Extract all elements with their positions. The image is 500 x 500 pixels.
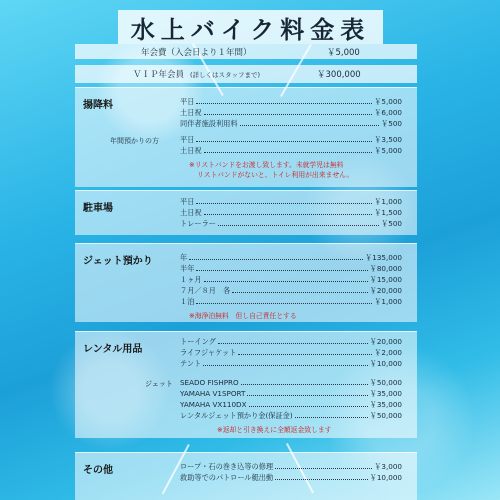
- yearly-line-weekday: [180, 134, 402, 145]
- rental-jet-price-3: ￥35,000: [369, 400, 402, 409]
- vip-fee-row: [75, 65, 417, 83]
- landing-label-companion: 同伴者施設利用料: [180, 119, 238, 128]
- jet-storage-price-july-august: ￥20,000: [369, 286, 402, 295]
- landing-note-1: ※リストバンドをお渡し致します。未就学児は無料: [189, 161, 344, 169]
- dotted-leader: [218, 225, 379, 226]
- page-title: 水上バイク料金表: [130, 14, 371, 44]
- landing-label-weekday: 平日: [180, 97, 195, 106]
- parking-label-holiday: 土日祝: [180, 208, 202, 217]
- landing-label-holiday: 土日祝: [180, 108, 202, 117]
- dotted-leader: [275, 479, 368, 480]
- rental-jet-line-2: [180, 388, 402, 399]
- vip-fee-label: ＶＩＰ年会員: [133, 70, 185, 80]
- yearly-storage-title: 年間預かりの方: [110, 137, 159, 145]
- rental-line-towing: [180, 336, 402, 347]
- landing-line-holiday: [180, 107, 402, 118]
- section-title-jet-storage: ジェット預かり: [83, 256, 153, 267]
- rental-price-tent: ￥10,000: [369, 359, 402, 368]
- parking-line-trailer: [180, 218, 402, 229]
- dotted-leader: [204, 214, 373, 215]
- dotted-leader: [204, 281, 368, 282]
- dotted-leader: [204, 152, 373, 153]
- landing-line-weekday: [180, 96, 402, 107]
- jet-storage-line-month: [180, 274, 402, 285]
- parking-price-trailer: ￥500: [381, 219, 402, 228]
- jet-storage-price-year: ￥135,000: [365, 253, 402, 262]
- parking-price-holiday: ￥1,500: [374, 208, 402, 217]
- dotted-leader: [295, 417, 368, 418]
- jet-storage-line-july-august: [180, 285, 402, 296]
- rental-jet-line-4: [180, 410, 402, 421]
- parking-price-weekday: ￥1,000: [374, 197, 402, 206]
- rental-label-towing: トーイング: [180, 337, 216, 346]
- rental-label-life-jacket: ライフジャケット: [180, 348, 237, 357]
- yearly-price-weekday: ￥3,500: [374, 135, 402, 144]
- landing-price-holiday: ￥6,000: [374, 108, 402, 117]
- dotted-leader: [275, 468, 372, 469]
- rental-jet-label-1: SEADO FISHPRO: [180, 378, 239, 387]
- landing-line-companion: [180, 118, 402, 129]
- dotted-leader: [238, 354, 372, 355]
- jet-storage-label-month: １ヶ月: [180, 275, 202, 284]
- dotted-leader: [204, 114, 373, 115]
- rental-jet-title: ジェット: [145, 380, 173, 388]
- dotted-leader: [240, 125, 380, 126]
- other-line-repair: [180, 461, 402, 472]
- jet-storage-line-half-year: [180, 263, 402, 274]
- rental-jet-label-2: YAMAHA V1SPORT: [180, 389, 246, 398]
- dotted-leader: [189, 259, 363, 260]
- dotted-leader: [196, 303, 372, 304]
- dotted-leader: [247, 395, 367, 396]
- yearly-line-holiday: [180, 145, 402, 156]
- rental-price-towing: ￥20,000: [369, 337, 402, 346]
- parking-line-holiday: [180, 207, 402, 218]
- dotted-leader: [196, 203, 372, 204]
- dotted-leader: [249, 406, 368, 407]
- section-parking: [75, 190, 417, 235]
- vip-fee-label-group: [133, 65, 260, 83]
- rental-price-life-jacket: ￥2,000: [374, 348, 402, 357]
- parking-label-weekday: 平日: [180, 197, 195, 206]
- section-other: [75, 452, 417, 500]
- yearly-label-holiday: 土日祝: [180, 146, 202, 155]
- rental-jet-label-3: YAMAHA VX110DX: [180, 400, 247, 409]
- landing-note-2: リストバンドがないと、トイレ利用が出来ません。: [197, 171, 354, 179]
- vip-fee-price: ￥300,000: [317, 70, 361, 80]
- parking-label-trailer: トレーラー: [180, 219, 216, 228]
- yearly-label-weekday: 平日: [180, 135, 195, 144]
- other-label-repair: ロープ・石の巻き込等の修理: [180, 462, 274, 471]
- annual-fee-row: [75, 44, 417, 59]
- rental-jet-line-3: [180, 399, 402, 410]
- yearly-price-holiday: ￥5,000: [374, 146, 402, 155]
- jet-storage-label-july-august: ７月／８月 各: [180, 286, 231, 295]
- dotted-leader: [241, 384, 368, 385]
- jet-storage-price-month: ￥15,000: [369, 275, 402, 284]
- dotted-leader: [203, 365, 367, 366]
- section-jet-storage: [75, 243, 417, 322]
- jet-storage-note: ※海浄泊無料 但し自己責任とする: [189, 312, 297, 320]
- annual-fee-label: 年会費（入会日より１年間）: [141, 47, 252, 58]
- section-landing: [75, 87, 417, 187]
- section-title-landing: 揚降料: [83, 100, 113, 111]
- section-title-rental: レンタル用品: [83, 344, 143, 355]
- rental-label-tent: テント: [180, 359, 202, 368]
- jet-storage-label-overnight: １泊: [180, 297, 195, 306]
- section-rental: [75, 331, 417, 438]
- title-box: [118, 10, 383, 44]
- rental-line-tent: [180, 358, 402, 369]
- other-line-patrol: [180, 472, 402, 483]
- annual-fee-label-group: [141, 44, 252, 59]
- annual-fee-price-group: [327, 44, 360, 59]
- rental-jet-label-4: レンタルジェット預かり金(保証金): [180, 411, 293, 420]
- landing-price-companion: ￥500: [381, 119, 402, 128]
- jet-storage-label-half-year: 半年: [180, 264, 195, 273]
- vip-fee-price-group: [317, 65, 361, 83]
- jet-storage-label-year: 年: [180, 253, 188, 262]
- dotted-leader: [196, 141, 372, 142]
- landing-price-weekday: ￥5,000: [374, 97, 402, 106]
- other-price-patrol: ￥10,000: [369, 473, 402, 482]
- section-title-parking: 駐車場: [83, 203, 113, 214]
- dotted-leader: [196, 270, 367, 271]
- dotted-leader: [218, 343, 368, 344]
- jet-storage-line-overnight: [180, 296, 402, 307]
- jet-storage-line-year: [180, 252, 402, 263]
- jet-storage-price-half-year: ￥80,000: [369, 264, 402, 273]
- annual-fee-price: ￥5,000: [327, 47, 360, 58]
- dotted-leader: [232, 292, 367, 293]
- jet-storage-price-overnight: ￥1,000: [374, 297, 402, 306]
- rental-line-life-jacket: [180, 347, 402, 358]
- rental-jet-price-4: ￥50,000: [369, 411, 402, 420]
- other-price-repair: ￥3,000: [374, 462, 402, 471]
- section-title-other: その他: [83, 465, 113, 476]
- vip-fee-note: (詳しくはスタッフまで): [190, 70, 261, 79]
- rental-jet-price-1: ￥50,000: [369, 378, 402, 387]
- dotted-leader: [196, 103, 372, 104]
- parking-line-weekday: [180, 196, 402, 207]
- rental-jet-price-2: ￥35,000: [369, 389, 402, 398]
- rental-note: ※返却と引き換えに全額返金致します: [217, 426, 332, 434]
- other-label-patrol: 救助等でのパトロール艇出動: [180, 473, 274, 482]
- rental-jet-line-1: [180, 377, 402, 388]
